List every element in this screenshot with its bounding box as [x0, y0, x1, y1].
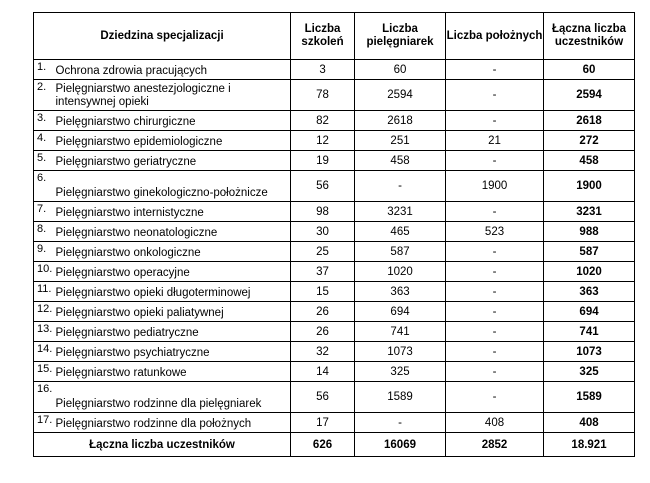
row-nurses: 458 — [355, 151, 446, 171]
row-specialization: Pielęgniarstwo rodzinne dla pielęgniarek — [55, 382, 291, 413]
table-row — [34, 413, 635, 433]
specialization-table — [33, 12, 635, 457]
row-midwives: - — [446, 202, 544, 222]
row-midwives: - — [446, 382, 544, 413]
row-specialization: Pielęgniarstwo ratunkowe — [55, 362, 291, 382]
row-midwives: - — [446, 322, 544, 342]
row-total: 2618 — [544, 111, 635, 131]
row-trainings: 56 — [291, 382, 355, 413]
header-nurses: Liczba pielęgniarek — [355, 13, 446, 60]
table-row — [34, 202, 635, 222]
row-number: 3. — [34, 111, 55, 131]
row-midwives: - — [446, 111, 544, 131]
table-row — [34, 222, 635, 242]
row-nurses: 1020 — [355, 262, 446, 282]
footer-midwives: 2852 — [446, 433, 544, 457]
row-total: 325 — [544, 362, 635, 382]
table-row — [34, 111, 635, 131]
row-nurses: 3231 — [355, 202, 446, 222]
row-specialization: Pielęgniarstwo operacyjne — [55, 262, 291, 282]
row-total: 741 — [544, 322, 635, 342]
table-row — [34, 322, 635, 342]
row-midwives: - — [446, 362, 544, 382]
row-number: 13. — [34, 322, 55, 342]
row-trainings: 78 — [291, 80, 355, 111]
row-number: 5. — [34, 151, 55, 171]
row-number: 11. — [34, 282, 55, 302]
row-total: 1073 — [544, 342, 635, 362]
table-row — [34, 80, 635, 111]
row-number: 2. — [34, 80, 55, 111]
row-number: 9. — [34, 242, 55, 262]
row-nurses: - — [355, 171, 446, 202]
footer-trainings: 626 — [291, 433, 355, 457]
row-total: 1020 — [544, 262, 635, 282]
table-row — [34, 302, 635, 322]
row-specialization: Pielęgniarstwo anestezjologiczne i intensywnej opieki — [55, 80, 291, 111]
row-nurses: 741 — [355, 322, 446, 342]
row-trainings: 56 — [291, 171, 355, 202]
table-row — [34, 171, 635, 202]
row-nurses: 325 — [355, 362, 446, 382]
table-row — [34, 242, 635, 262]
row-midwives: - — [446, 302, 544, 322]
row-trainings: 25 — [291, 242, 355, 262]
header-total: Łączna liczba uczestników — [544, 13, 635, 60]
table-row — [34, 282, 635, 302]
row-nurses: 465 — [355, 222, 446, 242]
row-trainings: 17 — [291, 413, 355, 433]
table-row — [34, 151, 635, 171]
row-specialization: Pielęgniarstwo ginekologiczno-położnicze — [55, 171, 291, 202]
table-row — [34, 362, 635, 382]
row-trainings: 12 — [291, 131, 355, 151]
footer-nurses: 16069 — [355, 433, 446, 457]
row-total: 694 — [544, 302, 635, 322]
row-total: 587 — [544, 242, 635, 262]
row-total: 60 — [544, 60, 635, 80]
table-row — [34, 131, 635, 151]
row-specialization: Ochrona zdrowia pracujących — [55, 60, 291, 80]
row-specialization: Pielęgniarstwo chirurgiczne — [55, 111, 291, 131]
row-trainings: 19 — [291, 151, 355, 171]
row-midwives: - — [446, 282, 544, 302]
footer-label: Łączna liczba uczestników — [34, 433, 291, 457]
row-nurses: 587 — [355, 242, 446, 262]
table-row — [34, 342, 635, 362]
row-trainings: 32 — [291, 342, 355, 362]
row-specialization: Pielęgniarstwo neonatologiczne — [55, 222, 291, 242]
row-number: 17. — [34, 413, 55, 433]
row-total: 2594 — [544, 80, 635, 111]
row-trainings: 26 — [291, 322, 355, 342]
row-trainings: 98 — [291, 202, 355, 222]
header-specialization: Dziedzina specjalizacji — [34, 13, 291, 60]
row-total: 272 — [544, 131, 635, 151]
row-trainings: 3 — [291, 60, 355, 80]
row-total: 1589 — [544, 382, 635, 413]
row-midwives: - — [446, 60, 544, 80]
row-specialization: Pielęgniarstwo onkologiczne — [55, 242, 291, 262]
row-number: 10. — [34, 262, 55, 282]
row-midwives: - — [446, 80, 544, 111]
row-total: 1900 — [544, 171, 635, 202]
row-midwives: - — [446, 262, 544, 282]
table-row — [34, 262, 635, 282]
row-nurses: 2594 — [355, 80, 446, 111]
row-number: 1. — [34, 60, 55, 80]
row-specialization: Pielęgniarstwo geriatryczne — [55, 151, 291, 171]
header-row — [34, 13, 635, 60]
row-midwives: - — [446, 242, 544, 262]
row-number: 8. — [34, 222, 55, 242]
row-nurses: 1073 — [355, 342, 446, 362]
row-specialization: Pielęgniarstwo opieki paliatywnej — [55, 302, 291, 322]
row-specialization: Pielęgniarstwo psychiatryczne — [55, 342, 291, 362]
row-specialization: Pielęgniarstwo pediatryczne — [55, 322, 291, 342]
table-row — [34, 382, 635, 413]
table-row — [34, 60, 635, 80]
row-midwives: - — [446, 151, 544, 171]
row-midwives: 1900 — [446, 171, 544, 202]
row-total: 3231 — [544, 202, 635, 222]
row-total: 408 — [544, 413, 635, 433]
row-total: 363 — [544, 282, 635, 302]
row-nurses: 1589 — [355, 382, 446, 413]
row-nurses: 363 — [355, 282, 446, 302]
row-total: 458 — [544, 151, 635, 171]
row-specialization: Pielęgniarstwo epidemiologiczne — [55, 131, 291, 151]
row-specialization: Pielęgniarstwo opieki długoterminowej — [55, 282, 291, 302]
row-trainings: 37 — [291, 262, 355, 282]
row-number: 12. — [34, 302, 55, 322]
row-number: 6. — [34, 171, 55, 202]
header-trainings: Liczba szkoleń — [291, 13, 355, 60]
header-midwives: Liczba położnych — [446, 13, 544, 60]
row-midwives: 408 — [446, 413, 544, 433]
row-nurses: 2618 — [355, 111, 446, 131]
row-trainings: 14 — [291, 362, 355, 382]
row-number: 16. — [34, 382, 55, 413]
footer-total: 18.921 — [544, 433, 635, 457]
row-number: 4. — [34, 131, 55, 151]
row-trainings: 15 — [291, 282, 355, 302]
row-specialization: Pielęgniarstwo internistyczne — [55, 202, 291, 222]
row-number: 7. — [34, 202, 55, 222]
row-trainings: 30 — [291, 222, 355, 242]
row-total: 988 — [544, 222, 635, 242]
row-number: 14. — [34, 342, 55, 362]
row-nurses: 60 — [355, 60, 446, 80]
row-midwives: - — [446, 342, 544, 362]
row-number: 15. — [34, 362, 55, 382]
row-nurses: 251 — [355, 131, 446, 151]
row-trainings: 26 — [291, 302, 355, 322]
footer-row — [34, 433, 635, 457]
row-nurses: - — [355, 413, 446, 433]
row-trainings: 82 — [291, 111, 355, 131]
row-specialization: Pielęgniarstwo rodzinne dla położnych — [55, 413, 291, 433]
row-midwives: 523 — [446, 222, 544, 242]
row-midwives: 21 — [446, 131, 544, 151]
row-nurses: 694 — [355, 302, 446, 322]
